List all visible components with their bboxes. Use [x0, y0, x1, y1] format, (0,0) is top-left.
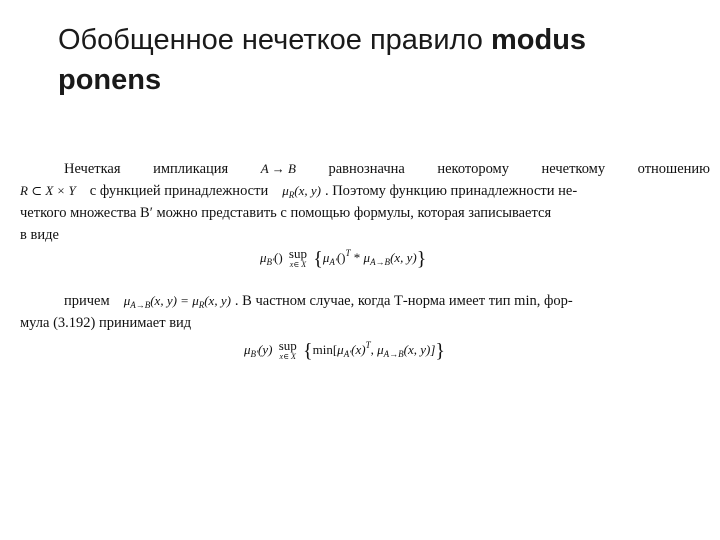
slide-title: [58, 20, 678, 100]
word: нечеткому: [541, 161, 606, 177]
math-implication: A → B: [260, 161, 296, 176]
text-line: в виде: [20, 227, 59, 243]
formula-2: $\mu_{B'}(y)$ sup x∈ X {$\min[\mu_{A'}(x)^T$, $\mu_{A\to B}(x$, y)]}: [244, 338, 446, 362]
paragraph1-line2: [20, 180, 710, 202]
math-membership: $\mu_R(x$, y): [282, 183, 321, 200]
paragraph2-line1: [20, 290, 710, 312]
paragraph1-line3: [20, 202, 710, 224]
paragraph1-line1: [20, 158, 710, 180]
word: Нечеткая: [64, 161, 121, 177]
text-segment: . Поэтому функцию принадлежности не-: [324, 183, 578, 199]
text-segment: . В частном случае, когда Т-норма имеет тип min, фор-: [234, 293, 573, 309]
word: отношению: [637, 161, 710, 177]
paragraph2-line2: [20, 312, 710, 334]
sup-operator: sup x∈ X: [288, 246, 307, 270]
word: импликация: [153, 161, 229, 177]
title-bold-text: modus ponens: [58, 24, 587, 96]
text-segment: с функцией принадлежности: [89, 183, 269, 199]
math-equation: $\mu_{A\to B}(x$, $y) = \mu_R(x$, y): [123, 293, 231, 310]
sup-operator: sup x∈ X: [278, 338, 297, 362]
title-text: Обобщенное нечеткое правило: [58, 24, 491, 56]
scanned-text-block-2: [20, 290, 710, 334]
word: некоторому: [437, 161, 509, 177]
text-line: четкого множества B′ можно представить с помощью формулы, которая записывается: [20, 205, 552, 221]
text-line: мула (3.192) принимает вид: [20, 315, 192, 331]
paragraph1-line4: [20, 224, 710, 246]
word: равнозначна: [328, 161, 405, 177]
word: причем: [64, 293, 110, 309]
math-relation: R ⊂ X × Y: [20, 183, 76, 198]
formula-1: $\mu_{B'}()$ sup x∈ X {$\mu_{A'}()^T * \mu_{A\to B}(x$, y)}: [260, 246, 427, 270]
scanned-text-block: [20, 158, 710, 246]
